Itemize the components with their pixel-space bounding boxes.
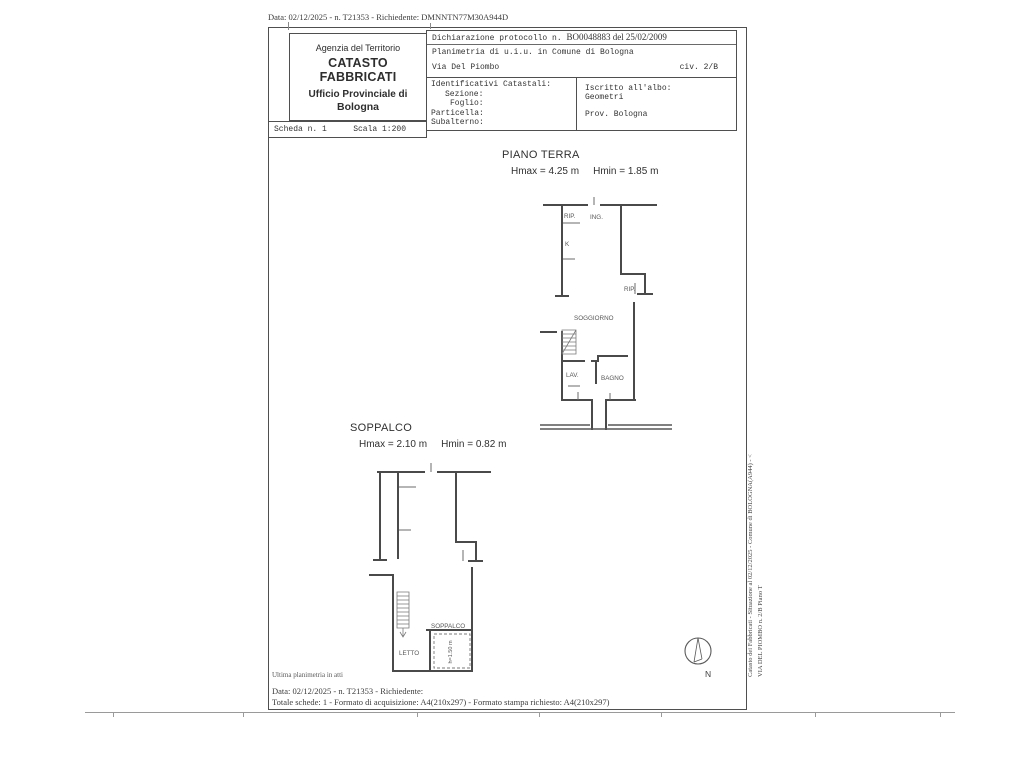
catastali-title: Identificativi Catastali: [431,80,552,89]
agency-header-box [289,33,427,121]
room-label-lav: LAV. [566,372,579,379]
fold-ruler-line [85,712,955,713]
piano-terra-heights [511,166,672,177]
soppalco-title: SOPPALCO [350,422,413,434]
ultima-planimetria-note: Ultima planimetria in atti [272,671,343,679]
street-name: Via Del Piombo [432,63,500,72]
declaration-protocol-row [427,31,736,45]
bottom-meta-line1: Data: 02/12/2025 - n. T21353 - Richiedente: [272,686,424,696]
scheda-number: Scheda n. 1 [274,125,327,134]
scheda-scala-box [268,121,427,138]
room-label-bagno: BAGNO [601,375,624,382]
declaration-value: BO0048883 del 25/02/2009 [566,32,667,42]
agency-office: Ufficio Provinciale di [308,89,408,100]
ruler-tick [243,712,244,717]
room-label-letto: LETTO [399,650,420,657]
declaration-label: Dichiarazione protocollo n. [432,34,562,43]
stairs-hatch [562,330,576,354]
ruler-tick [815,712,816,717]
top-meta-line: Data: 02/12/2025 - n. T21353 - Richiedente: DMNNTN77M30A944D [268,12,509,22]
civic-number: civ. 2/B [679,63,718,72]
albo-value: Geometri [585,93,624,102]
side-caption-line2: VIA DEL PIOMBO n. 2/B Piano T [757,585,764,677]
registration-tick [430,23,431,29]
soppalco-hmax: Hmax = 2.10 m [359,439,428,450]
bottom-meta-line2: Totale schede: 1 - Formato di acquisizione: A4(210x297) - Formato stampa richiesto: A4(210x297) [272,697,610,707]
albo-label: Iscritto all'albo: [585,84,672,93]
soppalco-door-marks [399,463,463,561]
particella-label: Particella: [431,108,484,118]
room-label-soggiorno: SOGGIORNO [574,315,614,322]
soppalco-heights [359,439,520,450]
ruler-tick [661,712,662,717]
piano-terra-hmin: Hmin = 1.85 m [593,166,659,177]
ruler-tick [417,712,418,717]
soppalco-walls [370,472,490,671]
room-label-k: K [565,241,570,248]
planimetria-row: Planimetria di u.i.u. in Comune di Bologna [432,48,634,57]
soppalco-hmin: Hmin = 0.82 m [441,439,507,450]
piano-terra-title: PIANO TERRA [502,149,580,161]
piano-terra-plan [540,196,672,438]
agency-line: Agenzia del Territorio [315,43,401,53]
sezione-label: Sezione: [445,89,484,99]
room-label-ing: ING. [590,214,603,221]
ruler-tick [940,712,941,717]
side-caption-line1: Catasto dei Fabbricati - Situazione al 02/12/2025 - Comune di BOLOGNA(A944) - < [747,454,754,677]
soppalco-plan [368,462,493,677]
ruler-tick [539,712,540,717]
agency-city: Bologna [337,101,379,113]
height-note-label: h=1.50 m [448,640,454,664]
catastali-left-column [427,78,577,131]
albo-column [577,78,671,131]
scala-value: Scala 1:200 [353,125,406,134]
room-label-rip-right: RIP. [624,286,636,293]
agency-title: CATASTO FABBRICATI [319,56,397,84]
piano-terra-hmax: Hmax = 4.25 m [511,166,580,177]
north-arrow-icon [676,634,724,682]
foglio-label: Foglio: [450,99,484,108]
albo-province: Prov. Bologna [585,110,648,119]
ruler-tick [113,712,114,717]
catastali-section [427,78,736,131]
registration-tick [288,22,289,30]
piano-terra-door-marks [563,197,635,400]
compass-north-label: N [705,669,712,679]
address-row [427,59,736,78]
subalterno-label: Subalterno: [431,118,484,127]
declaration-box [426,30,737,131]
compass-needle [694,638,702,662]
room-label-rip-top: RIP. [564,213,576,220]
room-label-soppalco: SOPPALCO [431,623,466,630]
ladder-hatch [397,592,409,637]
